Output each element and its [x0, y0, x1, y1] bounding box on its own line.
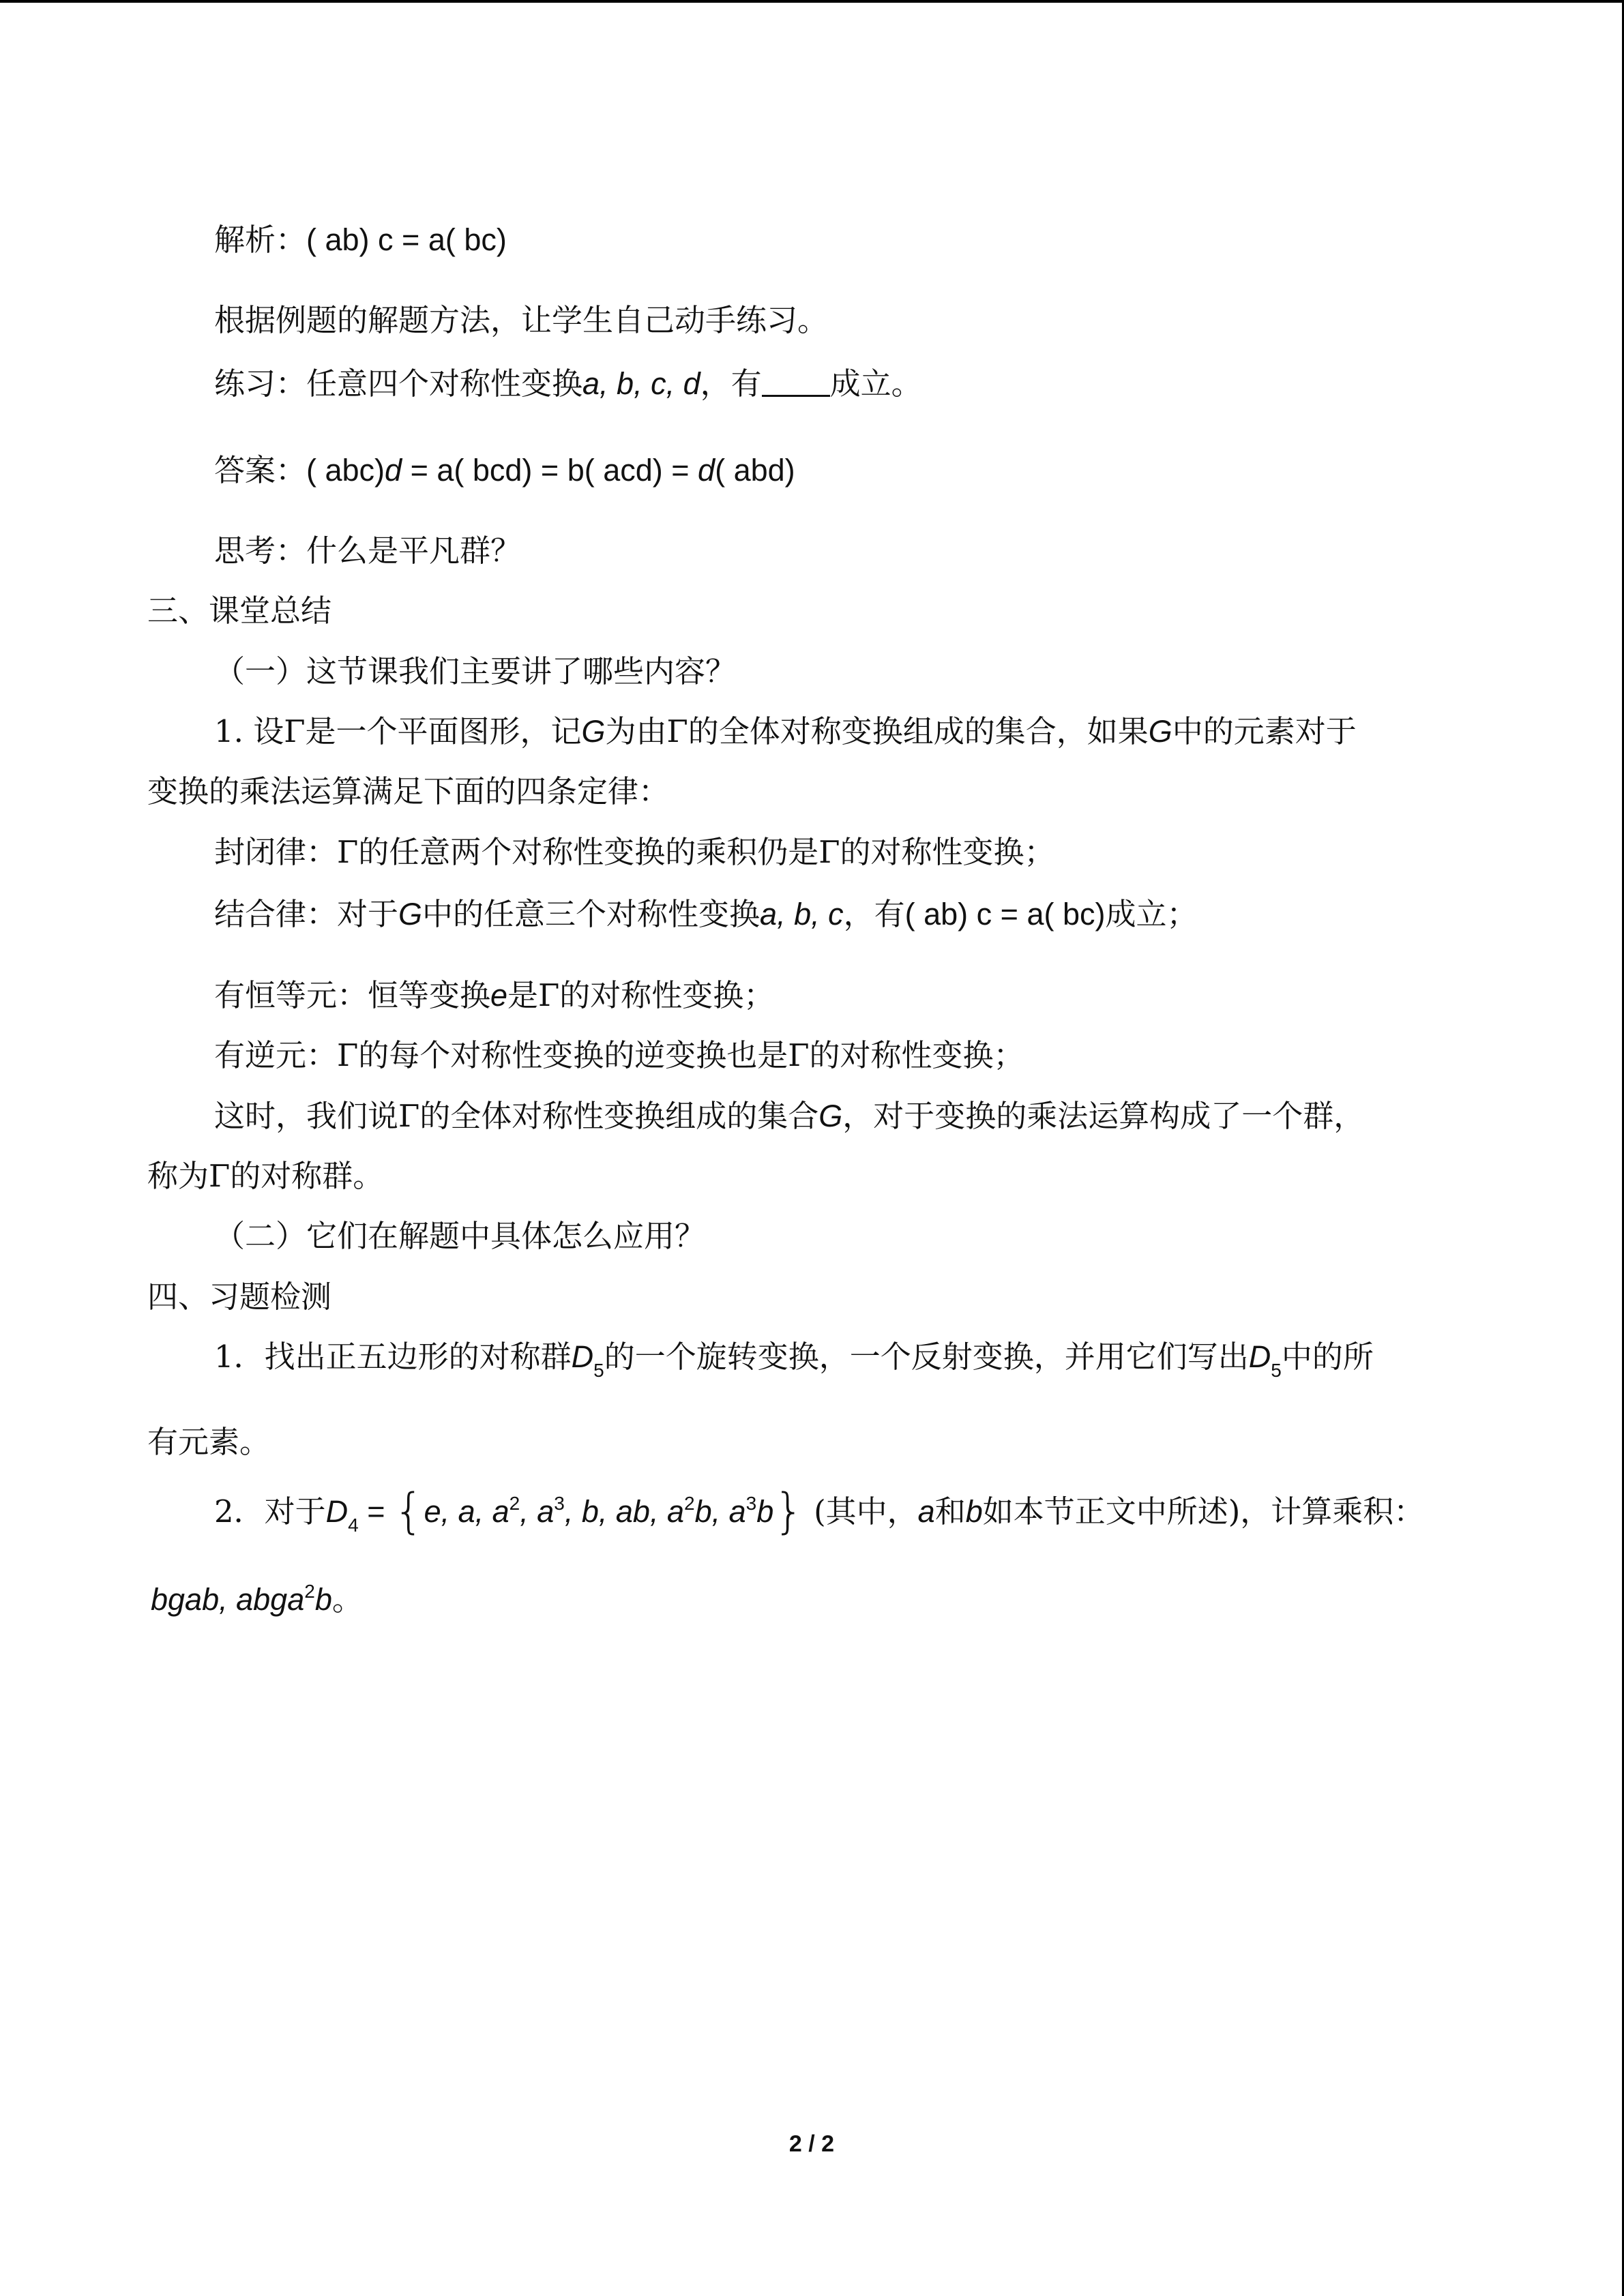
- analysis-line: 解析：( ab) c = a( bc): [214, 222, 507, 258]
- instruction-line: 根据例题的解题方法，让学生自己动手练习。: [214, 302, 829, 338]
- exercise-1-line-2: 有元素。: [147, 1424, 271, 1460]
- page-number: 2 / 2: [788, 2131, 835, 2157]
- identity-law: 有恒等元：恒等变换e是Γ的对称性变换；: [214, 977, 775, 1013]
- subsection-heading-content: （一）这节课我们主要讲了哪些内容？: [214, 653, 737, 689]
- exercise-2-line-2: bgab, abga$^2$b。: [151, 1581, 363, 1617]
- definition-line-2: 变换的乘法运算满足下面的四条定律：: [147, 773, 670, 809]
- think-line: 思考：什么是平凡群？: [214, 533, 522, 569]
- closure-law: 封闭律：Γ的任意两个对称性变换的乘积仍是Γ的对称性变换；: [214, 834, 1055, 870]
- group-definition-line-1: 这时，我们说Γ的全体对称性变换组成的集合G，对于变换的乘法运算构成了一个群，: [214, 1098, 1365, 1134]
- section-heading-summary: 三、课堂总结: [147, 593, 332, 629]
- answer-line: 答案：( abc)d = a( bcd) = b( acd) = d( abd): [214, 452, 795, 488]
- exercise-line: 练习：任意四个对称性变换a, b, c, d，有 成立。: [214, 366, 922, 402]
- group-definition-line-2: 称为Γ的对称群。: [147, 1158, 384, 1194]
- associative-law: 结合律：对于G中的任意三个对称性变换a, b, c，有( ab) c = a( bc)成立；: [214, 896, 1198, 932]
- definition-line-1: 1. 设Γ是一个平面图形，记G为由Γ的全体对称变换组成的集合，如果G中的元素对于: [214, 713, 1357, 749]
- exercise-2-line-1: 2．对于$D_4 = \{e$, a, $a^2$, $a^3$, b, ab, $a^2b$, $a^3b$} (其中，a和b如本节正文中所述)，计算乘积：: [214, 1483, 1425, 1539]
- subsection-heading-application: （二）它们在解题中具体怎么应用？: [214, 1218, 706, 1254]
- top-border: [0, 0, 1624, 3]
- section-heading-exercises: 四、习题检测: [147, 1279, 332, 1315]
- inverse-law: 有逆元：Γ的每个对称性变换的逆变换也是Γ的对称性变换；: [214, 1037, 1024, 1073]
- exercise-1-line-1: 1．找出正五边形的对称群$D_5$的一个旋转变换，一个反射变换，并用它们写出$D_5$中的所: [214, 1339, 1374, 1381]
- answer-blank: [762, 368, 830, 397]
